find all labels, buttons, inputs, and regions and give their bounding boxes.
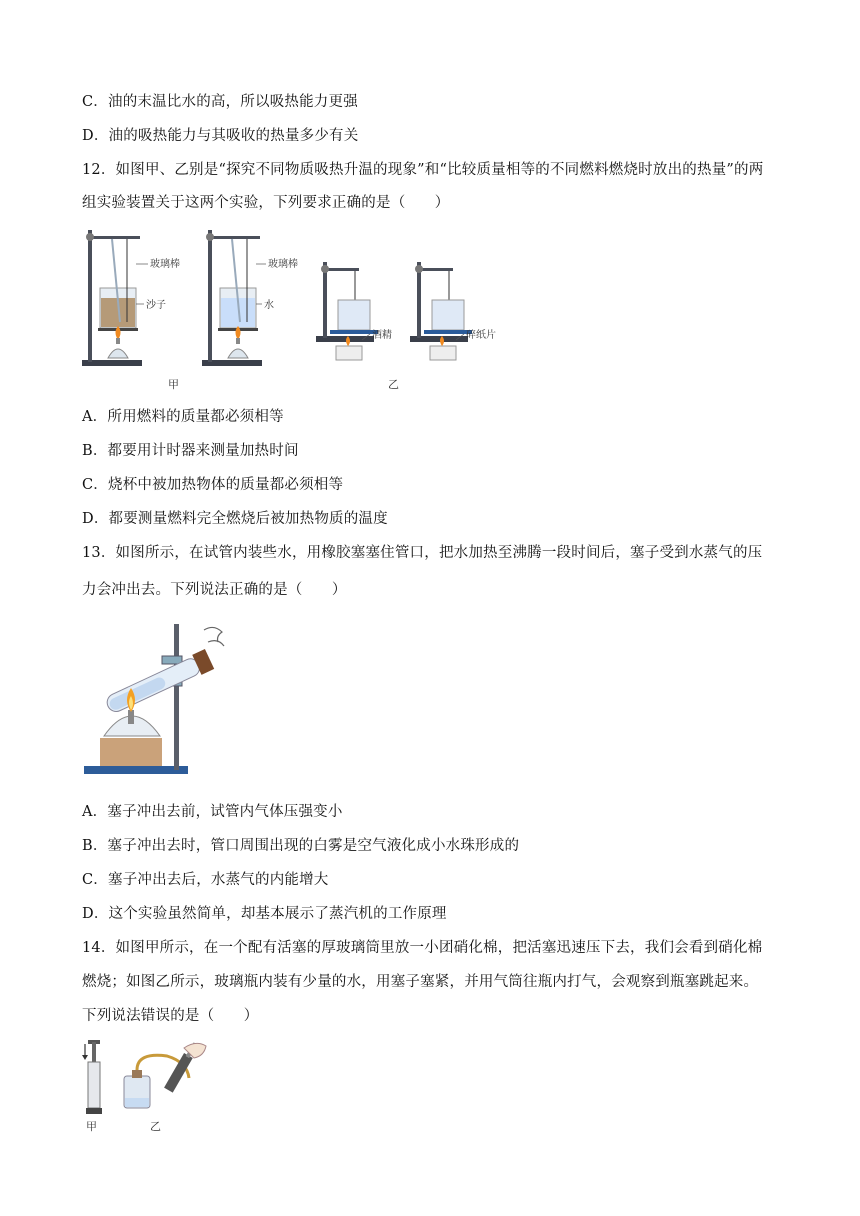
label-water: 水: [264, 300, 274, 311]
q12-stem-line1: 12．如图甲、乙别是“探究不同物质吸热升温的现象”和“比较质量相等的不同燃料燃烧时放出的热量”的两: [82, 162, 764, 178]
q13-test-tube-figure: [82, 620, 242, 780]
q14-stem-line3: 下列说法错误的是（ ）: [82, 1008, 259, 1024]
q12-option-b: B．都要用计时器来测量加热时间: [82, 443, 299, 459]
setup-water: [202, 230, 262, 366]
label-alcohol: 酒精: [372, 330, 392, 341]
q12-option-d: D．都要测量燃料完全燃烧后被加热物质的温度: [82, 511, 388, 527]
q13-option-b: B．塞子冲出去时，管口周围出现的白雾是空气液化成小水珠形成的: [82, 838, 520, 854]
setup-sand: [82, 230, 142, 366]
label-glass-rod-2: 玻璃棒: [268, 259, 298, 270]
q14-stem-line1: 14．如图甲所示，在一个配有活塞的厚玻璃筒里放一小团硝化棉，把活塞迅速压下去，我们会看到硝化棉: [82, 940, 763, 956]
label-glass-rod-1: 玻璃棒: [150, 259, 180, 270]
q14-stem-line2: 燃烧；如图乙所示，玻璃瓶内装有少量的水，用塞子塞紧，并用气筒往瓶内打气，会观察到瓶塞跳起来。: [82, 974, 759, 990]
q13-option-a: A．塞子冲出去前，试管内气体压强变小: [82, 804, 343, 820]
setup-paper: [410, 262, 472, 360]
q11-option-c: C．油的末温比水的高，所以吸热能力更强: [82, 94, 358, 110]
q14-apparatus-figure: [80, 1036, 220, 1118]
q11-option-d: D．油的吸热能力与其吸收的热量多少有关: [82, 128, 359, 144]
setup-alcohol: [316, 262, 378, 360]
label-paper: 碎纸片: [466, 330, 496, 341]
q13-option-d: D．这个实验虽然简单，却基本展示了蒸汽机的工作原理: [82, 906, 447, 922]
q14-caption-yi: 乙: [150, 1120, 161, 1133]
q13-stem-line1: 13．如图所示，在试管内装些水，用橡胶塞塞住管口，把水加热至沸腾一段时间后，塞子受到水蒸气的压: [82, 545, 763, 561]
label-sand: 沙子: [146, 300, 166, 311]
q12-option-c: C．烧杯中被加热物体的质量都必须相等: [82, 477, 344, 493]
q12-apparatus-figure: [80, 222, 520, 372]
q12-stem-line2: 组实验装置关于这两个实验，下列要求正确的是（ ）: [82, 195, 450, 211]
q12-caption-jia: 甲: [168, 378, 179, 391]
q12-option-a: A．所用燃料的质量都必须相等: [82, 409, 284, 425]
q14-caption-jia: 甲: [86, 1120, 97, 1133]
q13-option-c: C．塞子冲出去后，水蒸气的内能增大: [82, 872, 329, 888]
q13-stem-line2: 力会冲出去。下列说法正确的是（ ）: [82, 582, 347, 598]
q12-caption-yi: 乙: [388, 378, 399, 391]
